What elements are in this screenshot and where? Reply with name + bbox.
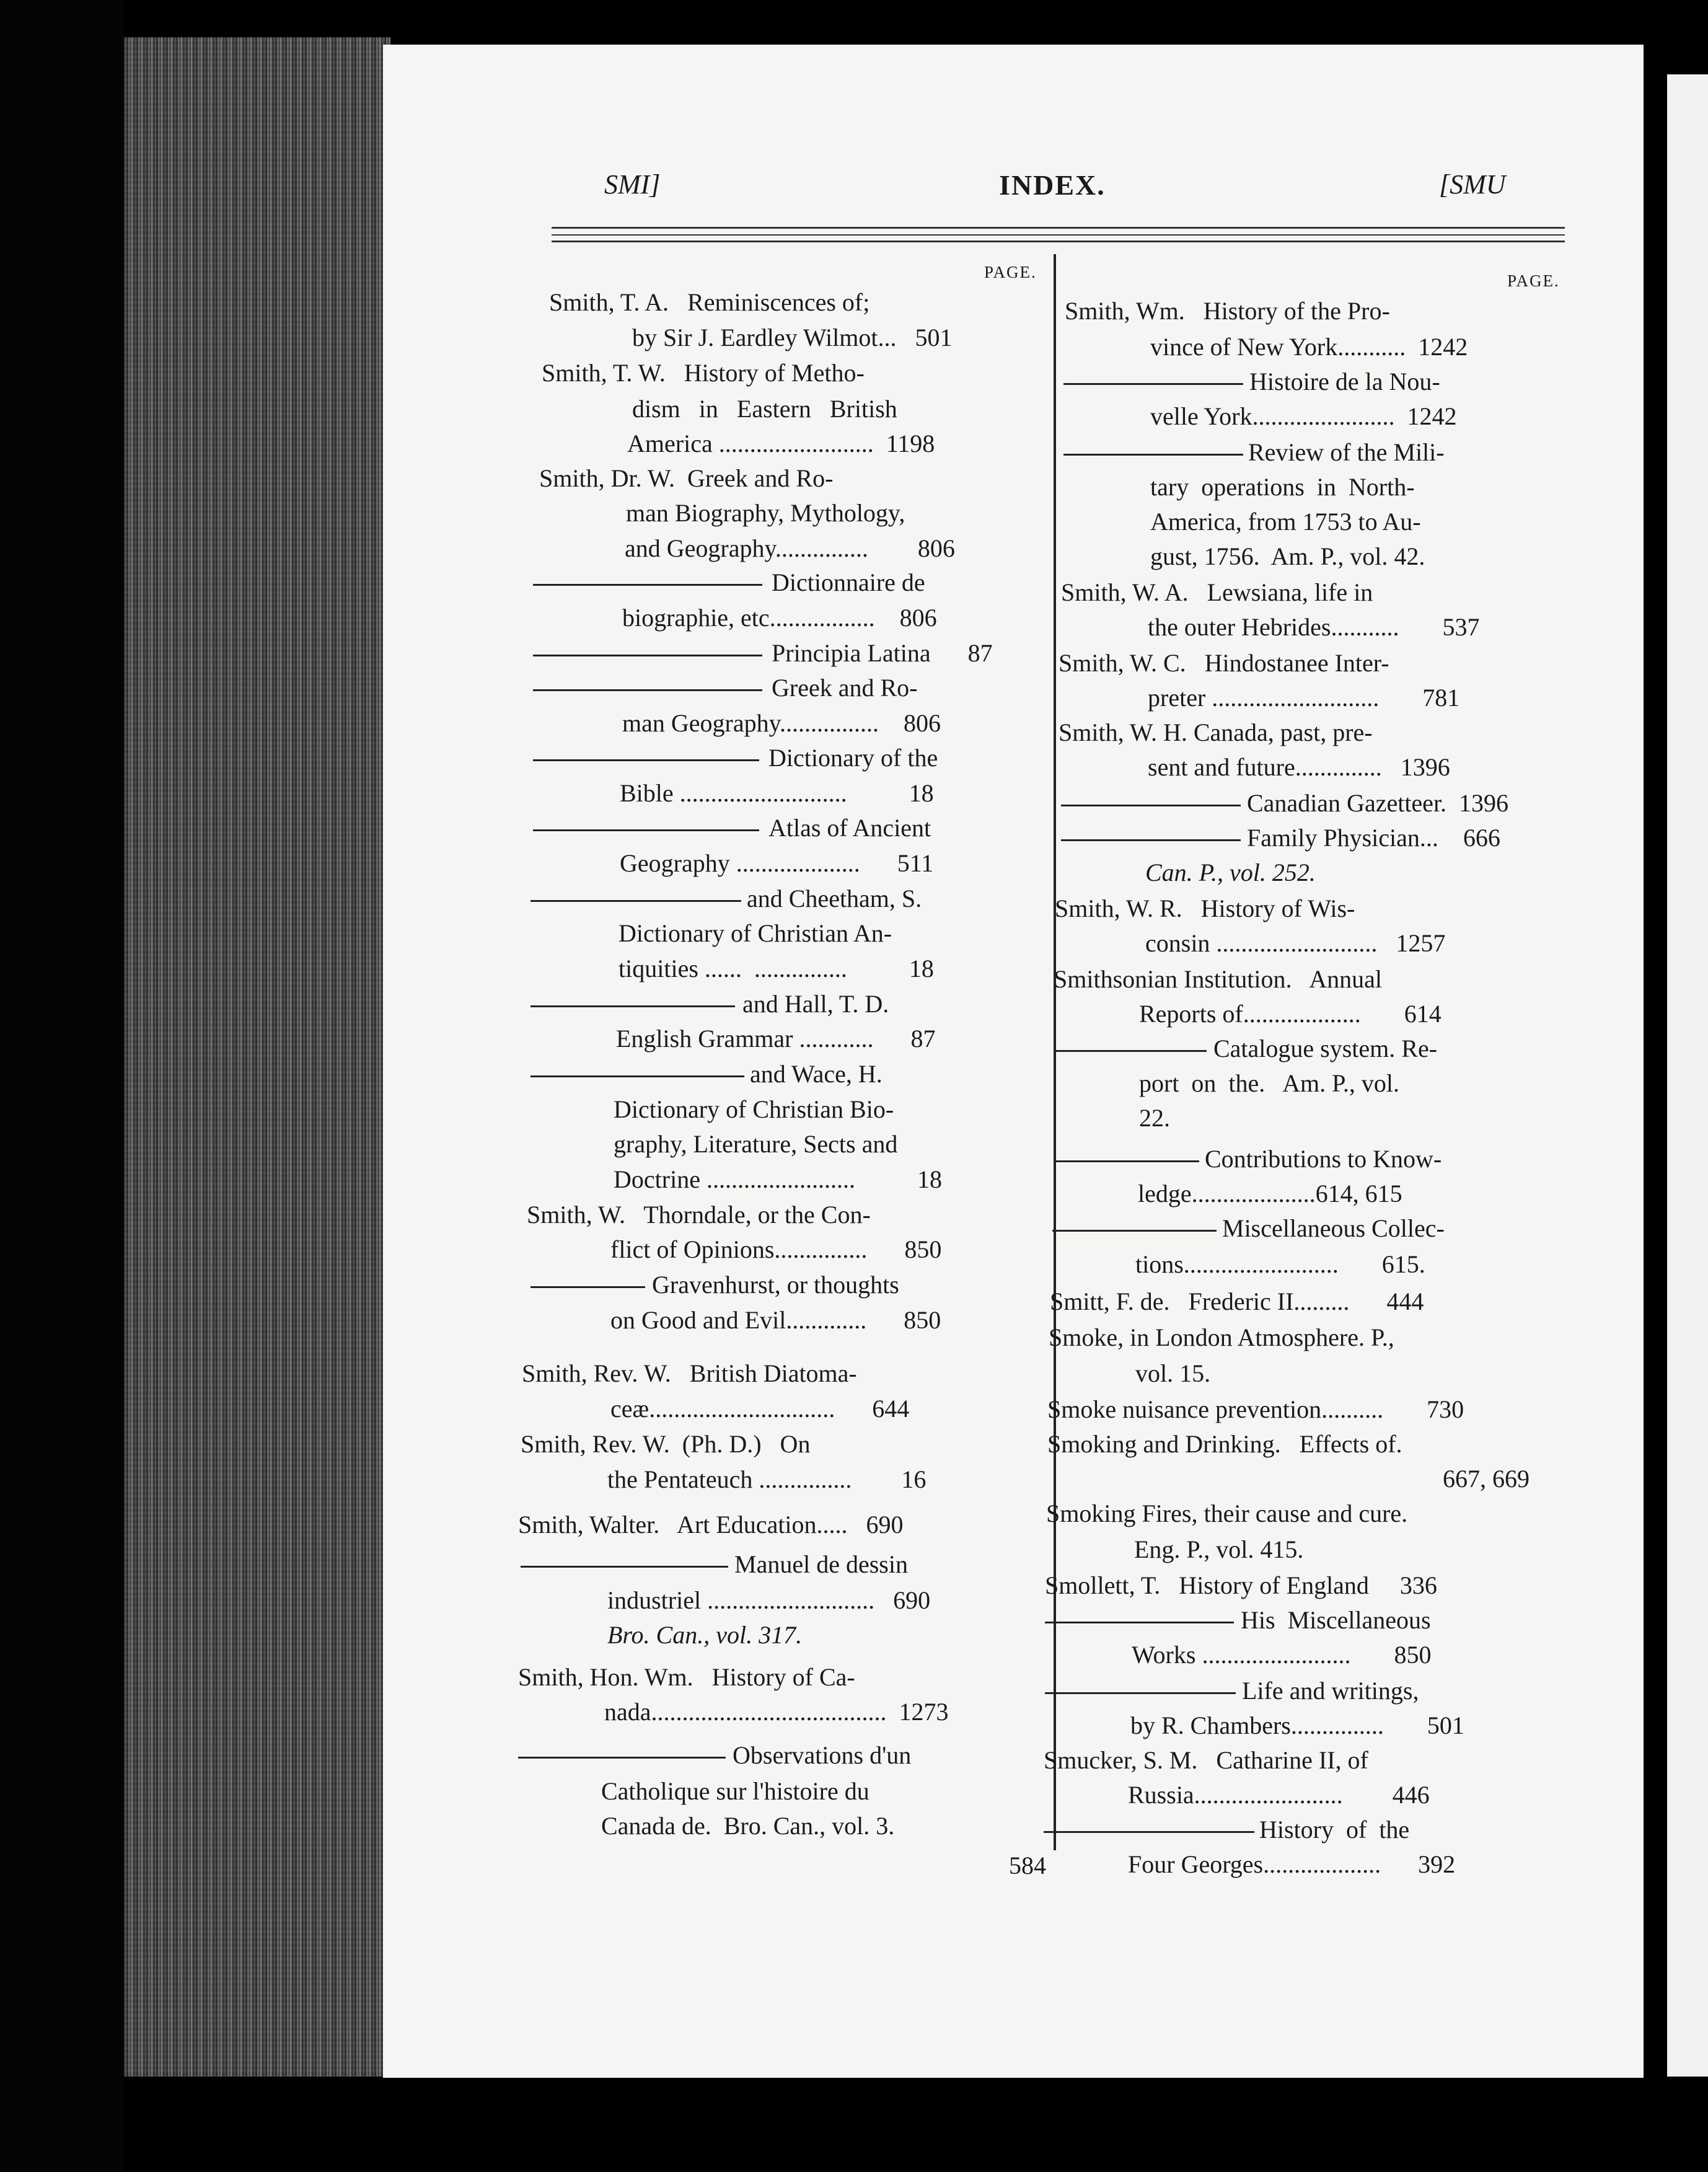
header-rule-middle xyxy=(552,234,1565,236)
index-line: and Wace, H. xyxy=(750,1060,883,1088)
index-line: Works ........................ 850 xyxy=(1132,1641,1432,1669)
index-line: and Hall, T. D. xyxy=(742,990,889,1018)
index-line: 667, 669 xyxy=(1443,1465,1530,1493)
index-line: Smollett, T. History of England 336 xyxy=(1045,1571,1437,1599)
index-line: Four Georges................... 392 xyxy=(1128,1850,1456,1878)
index-line: Smith, W. R. History of Wis- xyxy=(1055,894,1355,922)
index-line: port on the. Am. P., vol. xyxy=(1139,1069,1400,1097)
index-line: Gravenhurst, or thoughts xyxy=(652,1271,899,1299)
next-page-edge xyxy=(1667,74,1708,2077)
index-line: nada...................................... 1273 xyxy=(604,1698,949,1726)
index-line: Smith, W. Thorndale, or the Con- xyxy=(527,1201,871,1229)
index-line: Review of the Mili- xyxy=(1248,438,1445,466)
running-head-left: SMI] xyxy=(604,169,661,200)
index-line: Canadian Gazetteer. 1396 xyxy=(1247,789,1509,817)
ditto-rule xyxy=(530,1286,645,1288)
index-line: vince of New York........... 1242 xyxy=(1150,333,1468,361)
ditto-rule xyxy=(1061,805,1241,806)
index-line: Smith, T. W. History of Metho- xyxy=(542,359,865,387)
index-line: graphy, Literature, Sects and xyxy=(614,1130,898,1158)
ditto-rule xyxy=(530,900,741,902)
index-line: Catalogue system. Re- xyxy=(1213,1035,1438,1062)
book-spine-shadow xyxy=(0,0,124,2172)
index-line: and Cheetham, S. xyxy=(747,885,922,912)
index-line: Dictionary of Christian An- xyxy=(618,919,892,947)
index-line: on Good and Evil............. 850 xyxy=(610,1306,941,1334)
index-line: Reports of................... 614 xyxy=(1139,1000,1442,1028)
index-line: Geography .................... 511 xyxy=(620,849,934,877)
index-line: preter ........................... 781 xyxy=(1148,684,1460,712)
index-line: Dictionary of Christian Bio- xyxy=(614,1095,894,1123)
index-line: the outer Hebrides........... 537 xyxy=(1148,613,1480,641)
ditto-rule xyxy=(533,689,762,691)
index-line: Smith, W. H. Canada, past, pre- xyxy=(1059,718,1373,746)
index-line: Histoire de la Nou- xyxy=(1249,368,1440,395)
index-line: America ......................... 1198 xyxy=(627,430,935,457)
ditto-rule xyxy=(1055,1050,1207,1052)
index-line: Dictionary of the xyxy=(768,744,938,772)
ditto-rule xyxy=(533,584,762,586)
index-line: History of the xyxy=(1259,1816,1410,1843)
ditto-rule xyxy=(1063,454,1243,456)
index-line: industriel ........................... 690 xyxy=(607,1586,931,1614)
index-line: Bible ........................... 18 xyxy=(620,779,934,807)
index-line: tary operations in North- xyxy=(1150,473,1415,501)
index-line: Smoke nuisance prevention.......... 730 xyxy=(1047,1395,1464,1423)
index-line: Observations d'un xyxy=(733,1741,912,1769)
index-line: Canada de. Bro. Can., vol. 3. xyxy=(601,1812,895,1840)
index-line: Life and writings, xyxy=(1242,1677,1419,1705)
index-line: Eng. P., vol. 415. xyxy=(1134,1535,1304,1563)
index-line: man Biography, Mythology, xyxy=(626,499,905,527)
index-line: Can. P., vol. 252. xyxy=(1145,859,1316,886)
index-line: vol. 15. xyxy=(1135,1359,1211,1387)
index-line: 22. xyxy=(1139,1104,1170,1132)
index-line: Smith, Rev. W. British Diatoma- xyxy=(522,1359,857,1387)
index-line: sent and future.............. 1396 xyxy=(1148,753,1450,781)
index-line: tiquities ...... ............... 18 xyxy=(618,955,934,982)
index-page xyxy=(383,45,1667,2078)
index-line: gust, 1756. Am. P., vol. 42. xyxy=(1150,542,1425,570)
index-line: Smith, Wm. History of the Pro- xyxy=(1065,297,1390,325)
index-line: Manuel de dessin xyxy=(734,1550,908,1578)
index-line: Miscellaneous Collec- xyxy=(1222,1214,1445,1242)
column-divider xyxy=(1054,254,1056,1850)
index-line: and Geography............... 806 xyxy=(625,534,955,562)
ditto-rule xyxy=(1052,1230,1217,1232)
index-line: Doctrine ........................ 18 xyxy=(614,1165,942,1193)
index-line: Catholique sur l'histoire du xyxy=(601,1777,869,1805)
index-line: America, from 1753 to Au- xyxy=(1150,508,1421,536)
index-line: Smith, Rev. W. (Ph. D.) On xyxy=(521,1430,811,1458)
ditto-rule xyxy=(518,1757,726,1759)
index-line: Smith, Walter. Art Education..... 690 xyxy=(518,1511,904,1538)
index-line: Principia Latina 87 xyxy=(772,639,993,667)
ditto-rule xyxy=(521,1566,728,1568)
index-line: Atlas of Ancient xyxy=(768,814,931,842)
index-line: Smoke, in London Atmosphere. P., xyxy=(1049,1323,1394,1351)
index-line: Contributions to Know- xyxy=(1205,1145,1442,1173)
header-rule-top xyxy=(552,227,1565,229)
page-number: 584 xyxy=(1009,1852,1046,1879)
index-line: Dictionnaire de xyxy=(772,568,925,596)
right-page-column-heading: PAGE. xyxy=(1507,272,1560,290)
ditto-rule xyxy=(530,1075,744,1077)
index-line: man Geography................ 806 xyxy=(622,709,941,737)
left-page-column-heading: PAGE. xyxy=(984,263,1037,281)
ditto-rule xyxy=(1045,1692,1236,1694)
ditto-rule xyxy=(1045,1622,1234,1623)
index-line: Smith, W. A. Lewsiana, life in xyxy=(1061,578,1373,606)
index-line: Greek and Ro- xyxy=(772,674,918,702)
ditto-rule xyxy=(1063,383,1243,385)
index-line: Smith, W. C. Hindostanee Inter- xyxy=(1059,649,1389,677)
index-line: Smitt, F. de. Frederic II......... 444 xyxy=(1050,1287,1424,1315)
index-line: ceæ.............................. 644 xyxy=(610,1395,910,1423)
ditto-rule xyxy=(530,1005,735,1007)
ditto-rule xyxy=(533,829,759,831)
running-head-right: [SMU xyxy=(1439,169,1506,200)
index-line: Smithsonian Institution. Annual xyxy=(1054,965,1383,993)
index-line: the Pentateuch ............... 16 xyxy=(607,1465,927,1493)
ditto-rule xyxy=(533,655,762,656)
index-line: Smith, Dr. W. Greek and Ro- xyxy=(539,464,834,492)
running-head-title: INDEX. xyxy=(999,169,1106,201)
index-line: His Miscellaneous xyxy=(1241,1606,1431,1634)
index-line: Family Physician... 666 xyxy=(1247,824,1500,852)
index-line: by Sir J. Eardley Wilmot... 501 xyxy=(632,324,953,351)
page-edges-grain xyxy=(124,37,390,2077)
index-line: dism in Eastern British xyxy=(632,395,897,423)
index-line: ledge....................614, 615 xyxy=(1138,1180,1402,1207)
index-line: consin .......................... 1257 xyxy=(1145,929,1446,957)
index-line: flict of Opinions............... 850 xyxy=(610,1235,942,1263)
index-line: Smoking Fires, their cause and cure. xyxy=(1046,1499,1408,1527)
ditto-rule xyxy=(533,759,759,761)
ditto-rule xyxy=(1061,839,1241,841)
header-rule-bottom xyxy=(552,241,1565,242)
index-line: Smith, Hon. Wm. History of Ca- xyxy=(518,1663,855,1691)
ditto-rule xyxy=(1044,1831,1254,1833)
index-line: biographie, etc................. 806 xyxy=(622,604,937,632)
index-line: Russia........................ 446 xyxy=(1128,1781,1430,1809)
index-line: Smucker, S. M. Catharine II, of xyxy=(1044,1746,1368,1774)
index-line: tions......................... 615. xyxy=(1135,1250,1425,1278)
index-line: Smith, T. A. Reminiscences of; xyxy=(549,288,870,316)
index-line: velle York....................... 1242 xyxy=(1150,402,1457,430)
index-line: English Grammar ............ 87 xyxy=(616,1025,936,1053)
index-line: Smoking and Drinking. Effects of. xyxy=(1047,1430,1402,1458)
ditto-rule xyxy=(1054,1160,1199,1162)
index-line: Bro. Can., vol. 317. xyxy=(607,1621,803,1649)
index-line: by R. Chambers............... 501 xyxy=(1130,1711,1464,1739)
